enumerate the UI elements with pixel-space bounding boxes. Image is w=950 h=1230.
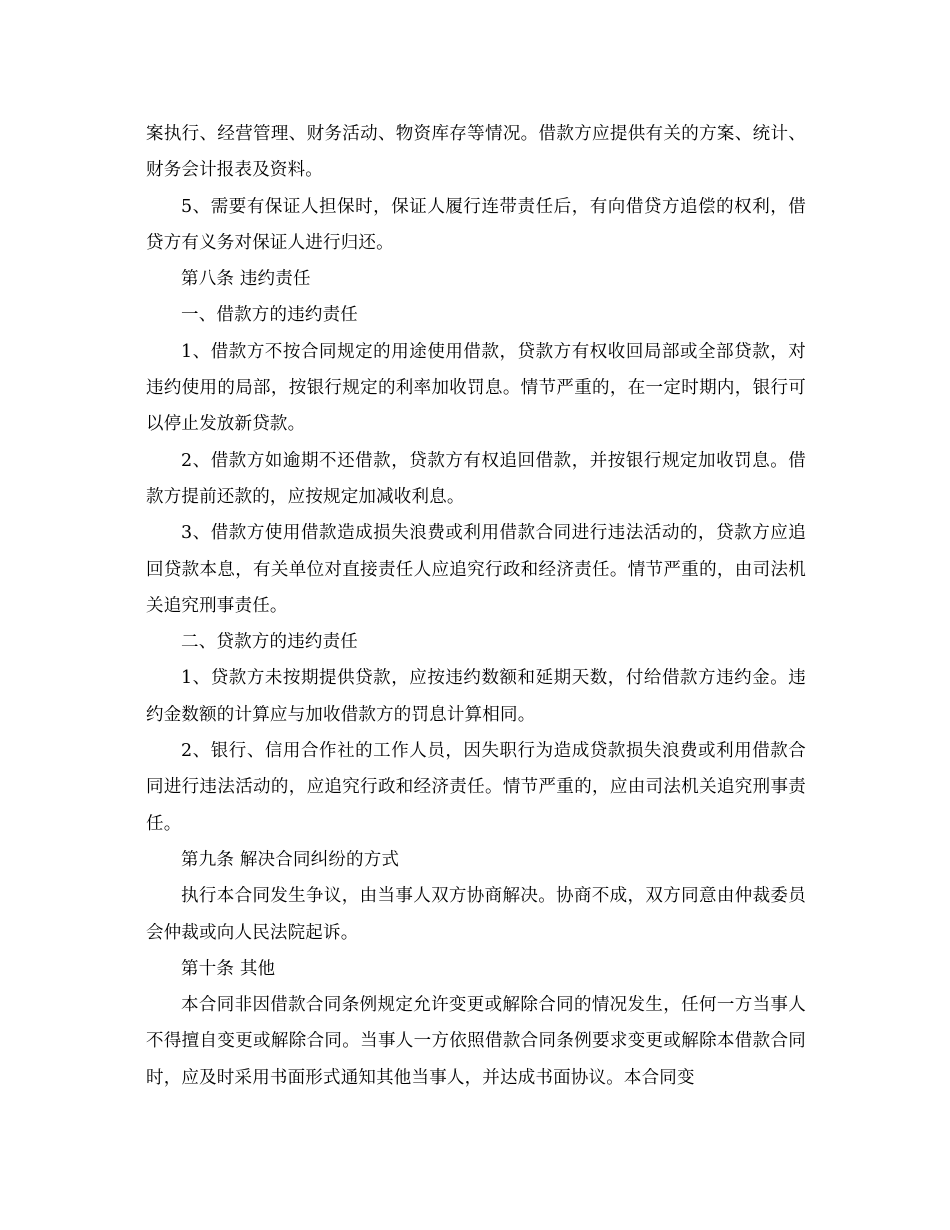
section-heading-article-9: 第九条 解决合同纠纷的方式: [181, 849, 400, 870]
paragraph-other-terms: 本合同非因借款合同条例规定允许变更或解除合同的情况发生，任何一方当事人不得擅自变更或解除合同。当事人一方依照借款合同条例要求变更或解除本借款合同时，应及时采用书面形式通知其他当事人，并达成书面协议。本合同变: [146, 995, 806, 1088]
paragraph-continuation: 案执行、经营管理、财务活动、物资库存等情况。借款方应提供有关的方案、统计、财务会计报表及资料。: [146, 124, 806, 181]
paragraph-borrower-item-2: 2、借款方如逾期不还借款，贷款方有权追回借款，并按银行规定加收罚息。借款方提前还款的，应按规定加减收利息。: [146, 450, 806, 507]
section-heading-article-10: 第十条 其他: [181, 958, 276, 979]
paragraph-borrower-item-1: 1、借款方不按合同规定的用途使用借款，贷款方有权收回局部或全部贷款，对违约使用的局部，按银行规定的利率加收罚息。情节严重的，在一定时期内，银行可以停止发放新贷款。: [146, 341, 806, 435]
paragraph-borrower-item-3: 3、借款方使用借款造成损失浪费或利用借款合同进行违法活动的，贷款方应追回贷款本息，有关单位对直接责任人应追究行政和经济责任。情节严重的，由司法机关追究刑事责任。: [146, 523, 806, 616]
subsection-heading-borrower-liability: 一、借款方的违约责任: [181, 305, 358, 326]
document-body: [146, 116, 806, 1096]
paragraph-clause-5: 5、需要有保证人担保时，保证人履行连带责任后，有向借贷方追偿的权利，借贷方有义务对保证人进行归还。: [146, 196, 806, 253]
paragraph-lender-item-2: 2、银行、信用合作社的工作人员，因失职行为造成贷款损失浪费或利用借款合同进行违法活动的，应追究行政和经济责任。情节严重的，应由司法机关追究刑事责任。: [146, 741, 806, 834]
paragraph-dispute-resolution: 执行本合同发生争议，由当事人双方协商解决。协商不成，双方同意由仲裁委员会仲裁或向人民法院起诉。: [146, 886, 806, 943]
paragraph-lender-item-1: 1、贷款方未按期提供贷款，应按违约数额和延期天数，付给借款方违约金。违约金数额的计算应与加收借款方的罚息计算相同。: [146, 668, 806, 725]
section-heading-article-8: 第八条 违约责任: [181, 269, 311, 290]
subsection-heading-lender-liability: 二、贷款方的违约责任: [181, 632, 358, 653]
